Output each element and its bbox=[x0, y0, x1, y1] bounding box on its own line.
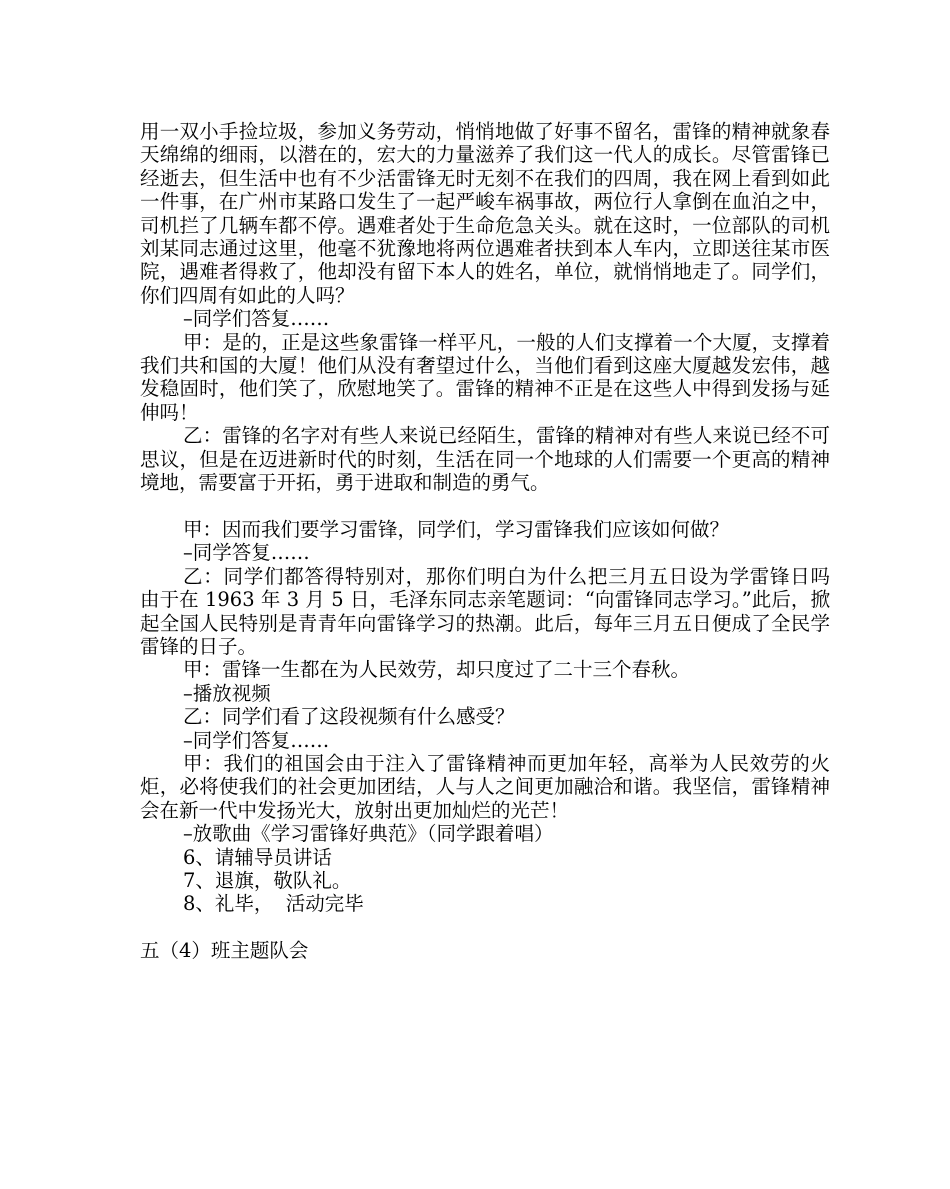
list-item-6: 6、请辅导员讲话 bbox=[183, 845, 332, 869]
paragraph-jia-4: 甲：我们的祖国会由于注入了雷锋精神而更加年轻，高举为人民效劳的火炬，必将使我们的社会更加团结，人与人之间更加融洽和谐。我坚信，雷锋精神会在新一代中发扬光大，放射出更加灿烂的光芒！ bbox=[140, 751, 830, 822]
blank-line bbox=[140, 495, 830, 518]
blank-line bbox=[140, 916, 830, 939]
document-page bbox=[140, 120, 830, 963]
paragraph-play-song: –放歌曲《学习雷锋好典范》（同学跟着唱） bbox=[183, 822, 554, 846]
class-meeting-title: 五（4）班主题队会 bbox=[140, 939, 309, 963]
paragraph-yi-3: 乙：同学们看了这段视频有什么感受？ bbox=[183, 705, 515, 729]
paragraph-yi-2: 乙：同学们都答得特别对，那你们明白为什么把三月五日设为学雷锋日吗 由于在 1963 年 3 月 5 日，毛泽东同志亲笔题词：“向雷锋同志学习。”此后，掀起全国人民特别是青青年向雷锋学习的热潮。此后，每年三月五日便成了全民学雷锋的日子。 bbox=[140, 564, 830, 658]
paragraph-jia-1: 甲：是的，正是这些象雷锋一样平凡，一般的人们支撑着一个大厦，支撑着我们共和国的大厦！他们从没有奢望过什么，当他们看到这座大厦越发宏伟，越发稳固时，他们笑了，欣慰地笑了。雷锋的精神不正是在这些人中得到发扬与延伸吗！ bbox=[140, 330, 830, 424]
paragraph-students-answer-2: –同学答复…… bbox=[183, 541, 310, 565]
paragraph-students-answer-3: –同学们答复…… bbox=[183, 728, 330, 752]
paragraph-story: 用一双小手捡垃圾，参加义务劳动，悄悄地做了好事不留名，雷锋的精神就象春天绵绵的细雨，以潜在的，宏大的力量滋养了我们这一代人的成长。尽管雷锋已经逝去，但生活中也有不少活雷锋无时无刻不在我们的四周，我在网上看到如此一件事，在广州市某路口发生了一起严峻车祸事故，两位行人拿倒在血泊之中，司机拦了几辆车都不停。遇难者处于生命危急关头。就在这时，一位部队的司机刘某同志通过这里，他毫不犹豫地将两位遇难者扶到本人车内，立即送往某市医院，遇难者得救了，他却没有留下本人的姓名，单位，就悄悄地走了。同学们，你们四周有如此的人吗？ bbox=[140, 120, 830, 307]
paragraph-yi-1: 乙：雷锋的名字对有些人来说已经陌生，雷锋的精神对有些人来说已经不可思议，但是在迈进新时代的时刻，生活在同一个地球的人们需要一个更高的精神境地，需要富于开拓，勇于进取和制造的勇气。 bbox=[140, 424, 830, 495]
paragraph-play-video: –播放视频 bbox=[183, 681, 271, 705]
paragraph-students-answer-1: –同学们答复…… bbox=[183, 307, 330, 331]
list-item-8: 8、礼毕， 活动完毕 bbox=[183, 892, 364, 916]
list-item-7: 7、退旗，敬队礼。 bbox=[183, 868, 352, 892]
paragraph-jia-3: 甲：雷锋一生都在为人民效劳，却只度过了二十三个春秋。 bbox=[183, 658, 691, 682]
paragraph-jia-2: 甲：因而我们要学习雷锋，同学们，学习雷锋我们应该如何做？ bbox=[183, 517, 730, 541]
